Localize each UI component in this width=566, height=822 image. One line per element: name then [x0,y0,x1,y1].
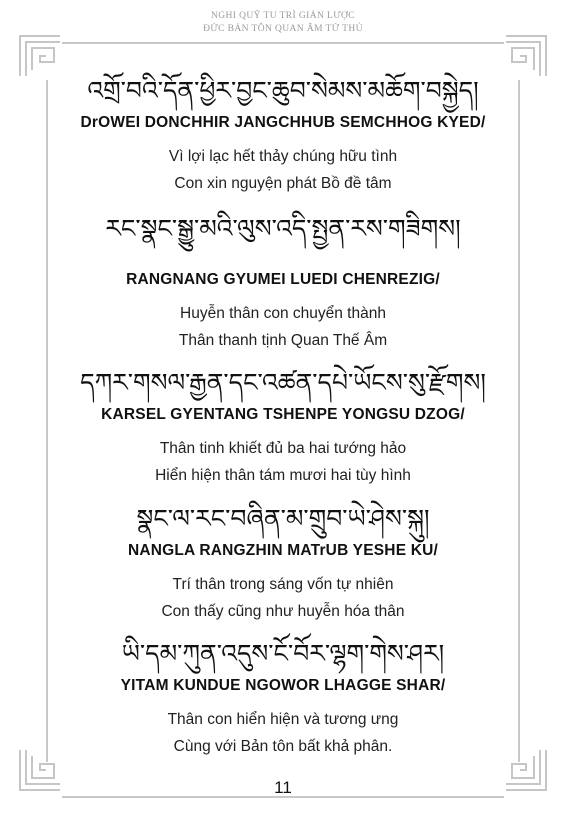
frame-border-top [62,42,504,44]
verse-4 [60,502,506,625]
vietnamese-line: Con thấy cũng như huyễn hóa thân [161,603,405,620]
corner-ornament-top-right [504,34,548,78]
transliteration-line: DrOWEI DONCHHIR JANGCHHUB SEMCHHOG KYED/ [80,114,486,131]
tibetan-line: རང་སྣང་སྒྱུ་མའི་ལུས་འདི་སྤྱན་རས་གཟིགས། [105,214,461,243]
transliteration-line: RANGNANG GYUMEI LUEDI CHENREZIG/ [126,271,440,288]
vietnamese-line: Thân con hiển hiện và tương ưng [167,711,399,728]
verse-3 [60,366,506,489]
verse-1 [60,74,506,197]
corner-ornament-top-left [18,34,62,78]
vietnamese-line: Hiển hiện thân tám mươi hai tùy hình [155,467,411,484]
transliteration-line: NANGLA RANGZHIN MATrUB YESHE KU/ [127,542,439,559]
vietnamese-line: Thân thanh tịnh Quan Thế Âm [178,332,388,349]
vietnamese-line: Thân tinh khiết đủ ba hai tướng hảo [159,440,407,457]
vietnamese-line: Trí thân trong sáng vốn tự nhiên [172,576,394,593]
transliteration-line: YITAM KUNDUE NGOWOR LHAGGE SHAR/ [120,677,446,694]
vietnamese-line: Huyễn thân con chuyển thành [180,305,386,322]
page-number: 11 [274,778,292,797]
vietnamese-line: Con xin nguyện phát Bồ đề tâm [174,175,392,192]
running-header [0,10,566,36]
tibetan-line: ཡི་དམ་ཀུན་འདུས་ངོ་བོར་ལྷག་གེས་ཤར། [121,639,445,668]
vietnamese-line: Cùng với Bản tôn bất khả phân. [173,738,393,755]
header-title-line2: ĐỨC BẢN TÔN QUAN ÂM TỨ THỦ [203,24,363,34]
tibetan-line: དཀར་གསལ་རྒྱན་དང་འཚན་དཔེ་ཡོངས་སུ་རྫོགས། [80,368,486,397]
tibetan-line: སྣང་ལ་རང་བཞིན་མ་གྲུབ་ཡེ་ཤེས་སྐུ། [136,504,430,533]
verse-2 [60,212,506,354]
tibetan-line: འགྲོ་བའི་དོན་ཕྱིར་བྱང་ཆུབ་སེམས་མཆོག་བསྐྱེད། [87,76,479,105]
transliteration-line: KARSEL GYENTANG TSHENPE YONGSU DZOG/ [101,406,465,423]
frame-border-left [46,80,48,762]
vietnamese-line: Vì lợi lạc hết thảy chúng hữu tình [168,148,398,165]
verse-5 [60,637,506,760]
header-title-line1: NGHI QUỸ TU TRÌ GIẢN LƯỢC [211,11,355,21]
frame-border-right [518,80,520,762]
